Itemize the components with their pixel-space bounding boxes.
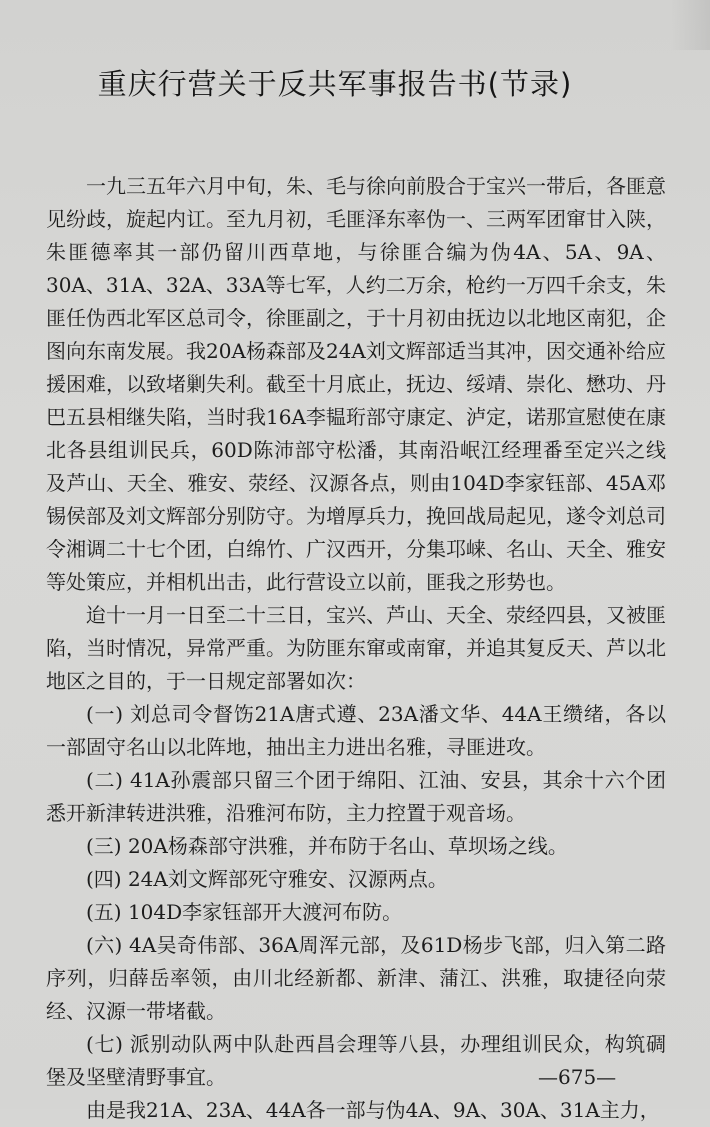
paragraph-continuation: 由是我21A、23A、44A各一部与伪4A、9A、30A、31A主力， (86, 1098, 660, 1122)
deployment-item-5: (五) 104D李家钰部开大渡河布防。 (86, 900, 403, 924)
document-title: 重庆行营关于反共军事报告书(节录) (97, 67, 573, 101)
page-number: —675— (538, 1065, 617, 1089)
paragraph-situation: 一九三五年六月中旬，朱、毛与徐向前股合于宝兴一带后，各匪意见纷歧，旋起内讧。至九月初，毛匪泽东率伪一、三两军团窜甘入陕，朱匪德率其一部仍留川西草地，与徐匪合编为伪4A、5A、9A、30A、31A、32A、33A等七军，人约二万余，枪约一万四千余支，朱匪任伪西北军区总司令，徐匪副之，于十月初由抚边以北地区南犯，企图向东南发展。我20A杨森部及24A刘文辉部适当其冲，因交通补给应援困难，以致堵剿失利。截至十月底止，抚边、绥靖、崇化、懋功、丹巴五县相继失陷，当时我16A李韫珩部守康定、泸定，诺那宣慰使在康北各县组训民兵，60D陈沛部守松潘，其南沿岷江经理番至定兴之线及芦山、天全、雅安、荥经、汉源各点，则由104D李家钰部、45A邓锡侯部及刘文辉部分别防守。为增厚兵力，挽回战局起见，遂令刘总司令湘调二十七个团，白绵竹、广汉西开，分集邛崃、名山、天全、雅安等处策应，并相机出击，此行营设立以前，匪我之形势也。 (46, 174, 666, 594)
deployment-item-4: (四) 24A刘文辉部死守雅安、汉源两点。 (86, 867, 448, 891)
deployment-item-1: (一) 刘总司令督饬21A唐式遵、23A潘文华、44A王缵绪，各以一部固守名山以北阵地，抽出主力进出名雅，寻匪进攻。 (46, 702, 666, 759)
deployment-item-6: (六) 4A吴奇伟部、36A周浑元部，及61D杨步飞部，归入第二路序列，归薛岳率领，由川北经新都、新津、蒲江、洪雅，取捷径向荥经、汉源一带堵截。 (46, 933, 666, 1023)
deployment-item-3: (三) 20A杨森部守洪雅，并布防于名山、草坝场之线。 (86, 834, 568, 858)
paragraph-deployment-intro: 迨十一月一日至二十三日，宝兴、芦山、天全、荥经四县，又被匪陷，当时情况，异常严重。为防匪东窜或南窜，并追其复反天、芦以北地区之目的，于一日规定部署如次： (46, 603, 666, 693)
document-body (46, 170, 666, 1127)
page-corner-shadow (670, 0, 710, 50)
deployment-item-7: (七) 派别动队两中队赴西昌会理等八县，办理组训民众，构筑碉堡及坚壁清野事宜。 (46, 1032, 666, 1089)
deployment-item-2: (二) 41A孙震部只留三个团于绵阳、江油、安县，其余十六个团悉开新津转进洪雅，沿雅河布防，主力控置于观音场。 (46, 768, 666, 825)
